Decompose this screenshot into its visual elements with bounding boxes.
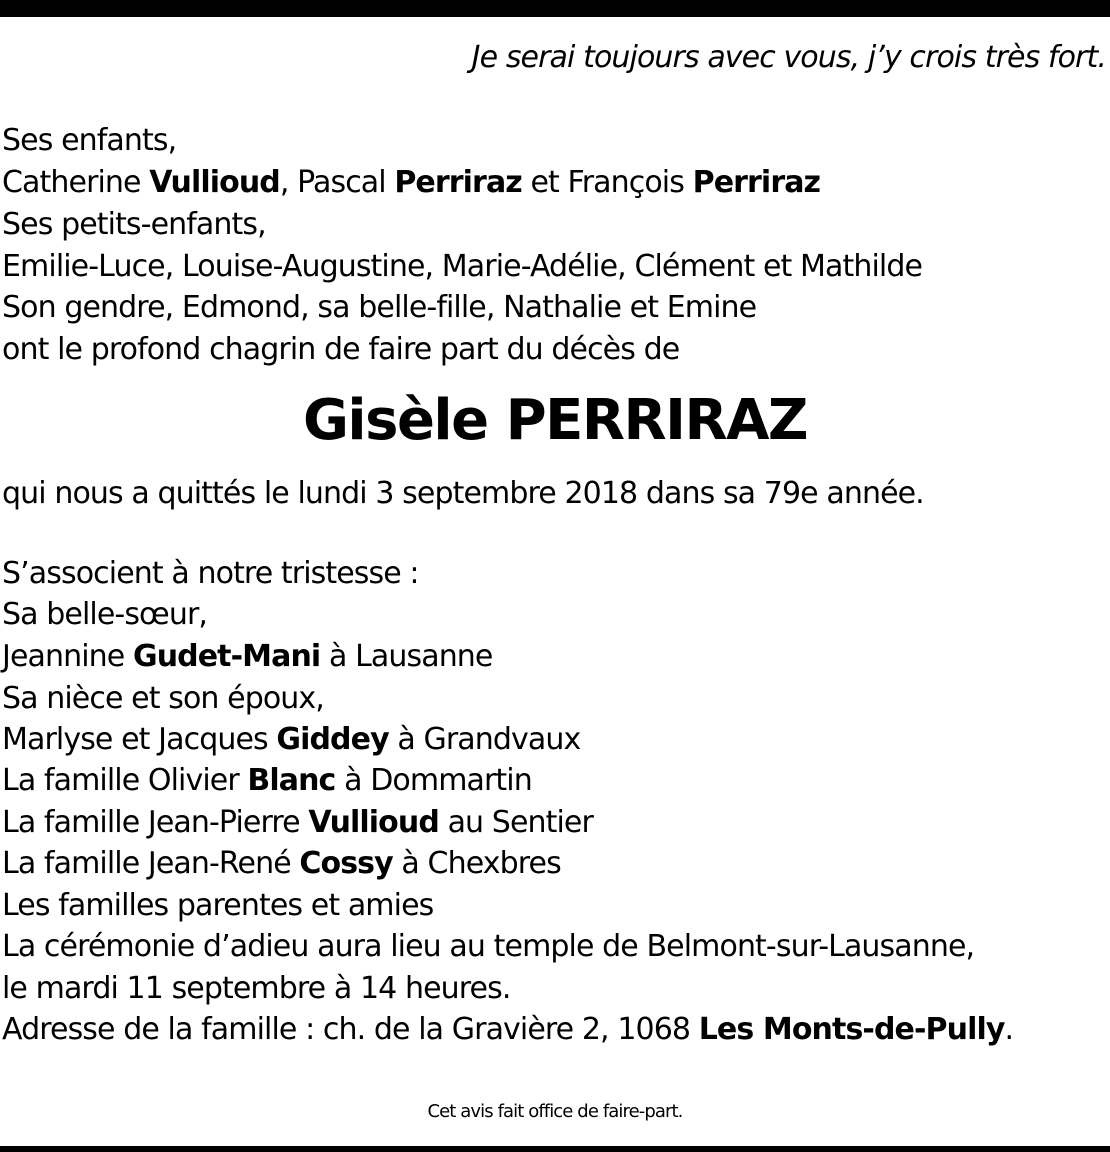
children-heading: Ses enfants, [2, 123, 177, 158]
death-date-line: qui nous a quittés le lundi 3 septembre 2018 dans sa 79e année. [2, 476, 924, 511]
footer-notice: Cet avis fait office de faire-part. [427, 1101, 683, 1122]
text-segment: Jeannine [2, 639, 133, 674]
text-segment: à Dommartin [335, 763, 532, 798]
text-segment: et François [521, 165, 693, 200]
text-segment: Marlyse et Jacques [2, 722, 277, 757]
associates-line [2, 722, 580, 758]
text-segment: La famille Jean-René [2, 846, 300, 881]
epitaph-quote: Je serai toujours avec vous, j’y crois très fort. [471, 40, 1106, 75]
grandchildren-names: Emilie-Luce, Louise-Augustine, Marie-Adélie, Clément et Mathilde [2, 249, 923, 284]
associates-line: Les familles parentes et amies [2, 888, 434, 923]
text-segment: Adresse de la famille : ch. de la Gravière 2, 1068 [2, 1012, 699, 1047]
associates-line [2, 639, 492, 675]
ceremony-line: La cérémonie d’adieu aura lieu au temple de Belmont-sur-Lausanne, [2, 929, 975, 964]
text-segment: Catherine [2, 165, 150, 200]
associates-heading: S’associent à notre tristesse : [2, 556, 419, 591]
associates-line: Sa nièce et son époux, [2, 681, 324, 716]
surname-bold: Giddey [276, 722, 389, 757]
text-segment: La famille Jean-Pierre [2, 805, 309, 840]
surname-bold: Gudet-Mani [132, 639, 321, 674]
surname-bold: Vullioud [149, 165, 280, 200]
text-segment: . [1004, 1012, 1014, 1047]
top-border-rule [0, 0, 1110, 17]
in-laws-line: Son gendre, Edmond, sa belle-fille, Nathalie et Emine [2, 290, 757, 325]
locality-bold: Les Monts-de-Pully [698, 1012, 1005, 1047]
surname-bold: Blanc [247, 763, 336, 798]
text-segment: La famille Olivier [2, 763, 248, 798]
children-names [2, 165, 820, 201]
ceremony-date-line: le mardi 11 septembre à 14 heures. [2, 971, 511, 1006]
family-address-line [2, 1012, 1013, 1048]
text-segment: à Lausanne [320, 639, 493, 674]
text-segment: à Grandvaux [388, 722, 581, 757]
grandchildren-heading: Ses petits-enfants, [2, 207, 266, 242]
associates-line [2, 805, 593, 841]
bottom-border-rule [0, 1146, 1110, 1152]
associates-line [2, 763, 532, 799]
surname-bold: Perriraz [692, 165, 821, 200]
associates-line: Sa belle-sœur, [2, 597, 208, 632]
announcement-line: ont le profond chagrin de faire part du décès de [2, 332, 680, 367]
deceased-name: Gisèle PERRIRAZ [302, 388, 808, 453]
surname-bold: Perriraz [394, 165, 522, 200]
text-segment: au Sentier [438, 805, 593, 840]
surname-bold: Vullioud [308, 805, 439, 840]
associates-line [2, 846, 561, 882]
text-segment: , Pascal [279, 165, 395, 200]
surname-bold: Cossy [299, 846, 393, 881]
text-segment: à Chexbres [392, 846, 561, 881]
